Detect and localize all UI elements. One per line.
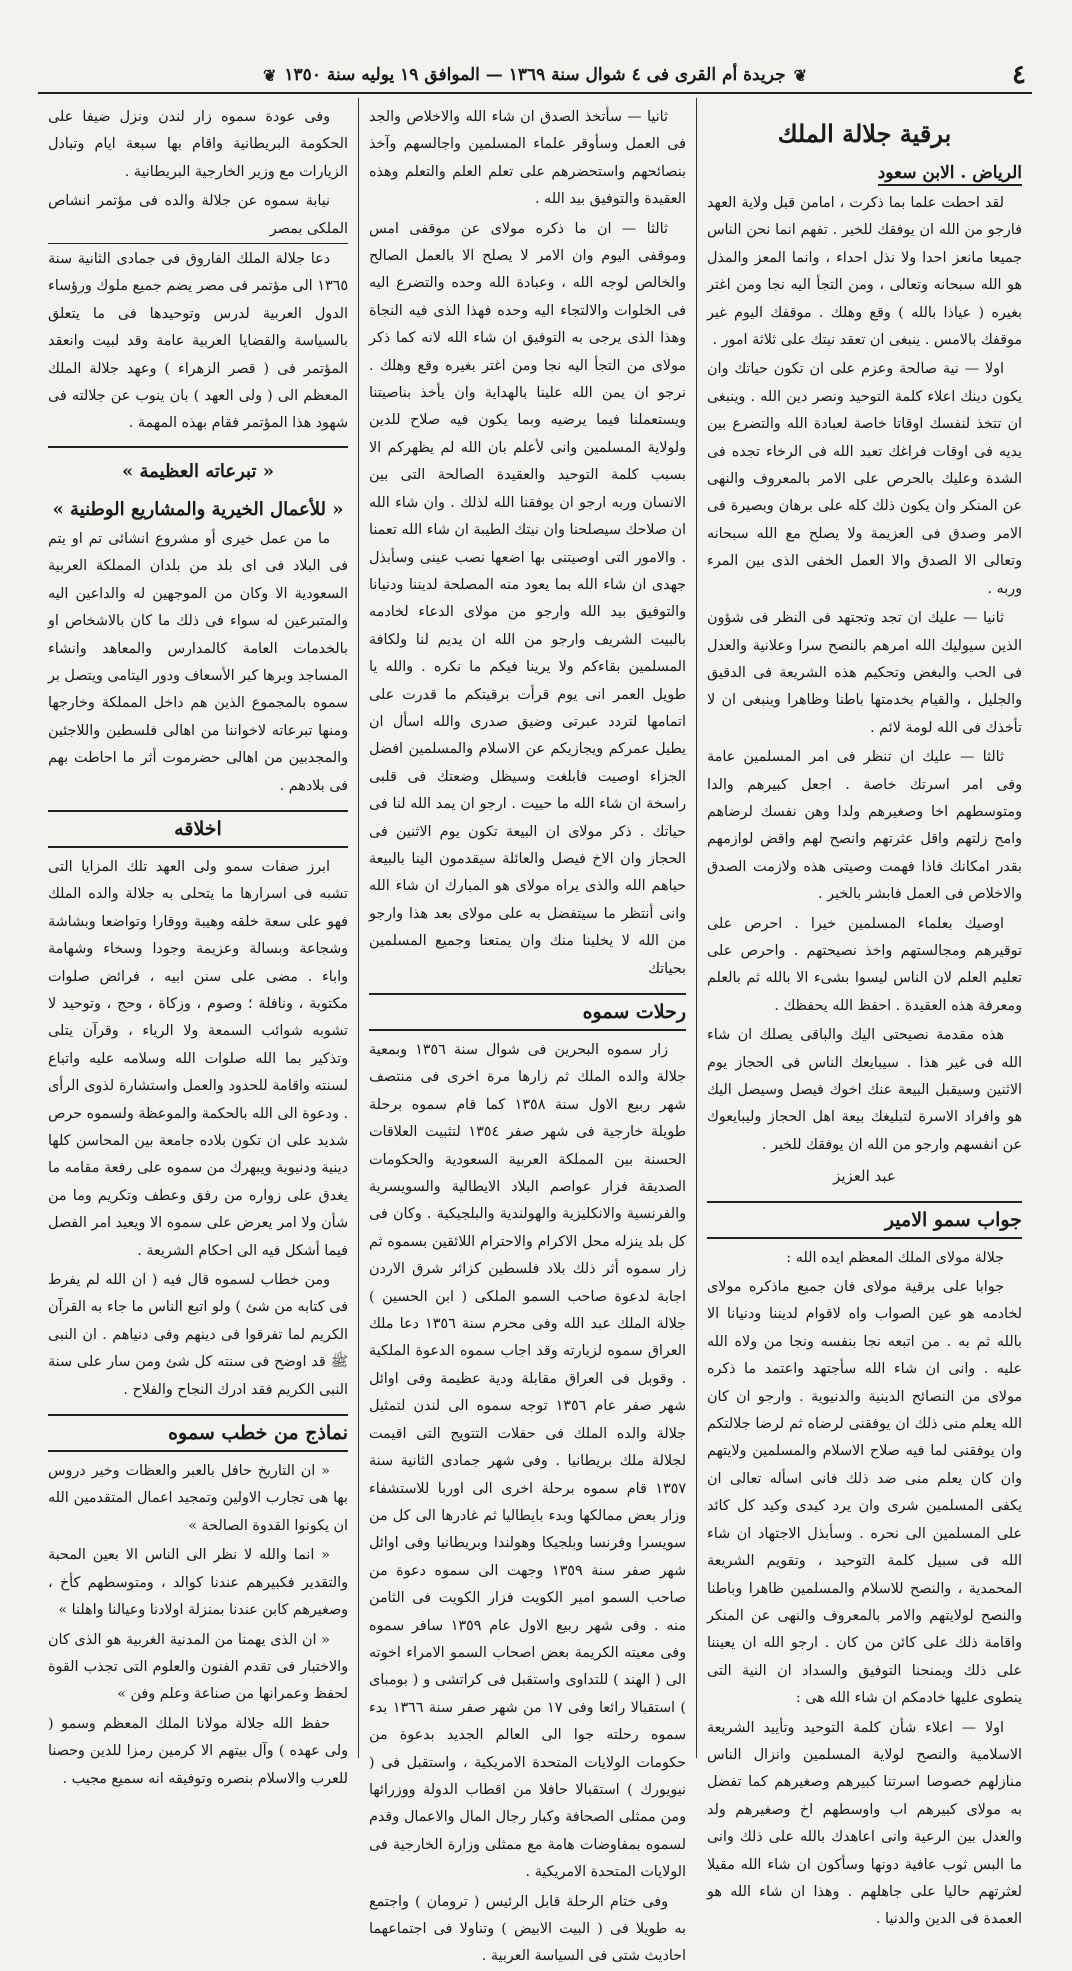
ornament-icon: ❦ [793,65,807,85]
ornament-icon: ❦ [263,65,277,85]
telegram-paragraph: ثانيا — عليك ان تجد وتجتهد فى النظر فى شؤون الذين سيوليك الله امرهم بالنصح سرا وعلانية والعدل فى الحب والبغض وتحكيم هذه الشريعة فى الدقيق والجليل ، والقيام بخدمتها باطنا وظاهرا وينبغى ان لا تأخذك فى الله لومة لائم . [707,610,1022,736]
divider [48,446,348,448]
right-column [696,98,1032,1928]
left-column [38,98,358,1787]
telegram-paragraph: ثالثا — عليك ان تنظر فى امر المسلمين عامة وفى امر اسرتك خاصة . اجعل كبيرهم والدا ومتوسطهم اخا وصغيرهم ولدا وهن نفسك لرضاهم وامح زلتهم واقل عثرتهم وانصح لهم واقض لوازمهم بقدر امكانك فاذا فهمت وصيتى هذه ولازمت الصدق والاخلاص فى العمل فابشر بالخير . [707,749,1022,903]
reply-paragraph: ثانيا — سأتخذ الصدق ان شاء الله والاخلاص والجد فى العمل وسأوقر علماء المسلمين واجالسهم وآخذ بنصائحهم واستحضرهم على تعلم العلم والتعلم وهذه العقيدة والتوفيق بيد الله . [369,109,686,208]
telegram-paragraph: اولا — نية صالحة وعزم على ان تكون حياتك وان يكون دينك اعلاء كلمة التوحيد ونصر دين الله . وينبغى ان تتخذ لنفسك اوقاتا خاصة لعبادة الله والتضرع بين يديه فى اوقات فراغك تعبد الله فى الرخاء تجده فى الشدة وعليك بالحرص على الامر بالمعروف والنهى عن المنكر وان يكون ذلك كله على برهان وبصيرة فى الامر وصدق فى العزيمة ولا يصلح مع الله سبحانه وتعالى الا الصدق والا العمل الخفى الذى بين المرء وربه . [707,361,1022,597]
reply-title: جواب سمو الامير [707,1201,1022,1239]
speeches-title: نماذج من خطب سموه [48,1414,348,1452]
speech-quote: « ان الذى يهمنا من المدنية الغربية هو الذى كان والاختبار فى تقدم الفنون والعلوم التى تجذب القوة لحفظ وعمرانها من صناعة وعلم وفن » [48,1631,348,1703]
reply-salutation: جلالة مولاى الملك المعظم ايده الله : [786,1249,1004,1266]
morals-paragraph: ومن خطاب لسموه قال فيه ( ان الله لم يفرط فى كتابه من شئ ) ولو اتبع الناس ما جاء به القرآن الكريم لما تفرقوا فى دينهم وفى دنياهم . ان النبى ﷺ قد اوضح فى سنته كل شئ ومن سار على سنة النبى الكريم فقد ادرك النجاح والفلاح . [48,1272,348,1398]
telegram-paragraph: اوصيك بعلماء المسلمين خيرا . احرص على توقيرهم ومجالستهم واخذ نصيحتهم . واحرص على تعليم العلم لان الناس ليسوا بشىء الا بالله ثم بالعلم ومعرفة هذه العقيدة . احفظ الله يحفظك . [707,915,1022,1014]
donations-subtitle: « للأعمال الخيرية والمشاريع الوطنية » [52,498,344,520]
donations-title: « تبرعاته العظيمة » [122,460,274,482]
trips-paragraph: وفى ختام الرحلة قابل الرئيس ( ترومان ) واجتمع به طويلا فى ( البيت الابيض ) وتناولا فى اجتماعهما احاديث شتى فى السياسة العربية . [369,1893,686,1965]
columns [38,98,1032,1965]
trips-title: رحلات سموه [369,993,686,1031]
morals-paragraph: ابرز صفات سمو ولى العهد تلك المزايا التى تشبه فى اسرارها ما يتحلى به جلالة والده الملك فهو على سعة خلقه وهيبة ووقارا وتواضعا وبشاشة وشجاعة وبسالة وعزيمة وجودا وسخاء وشهامة واباء . مضى على سنن ابيه ، فرائض صلوات مكتوبة ، ونافلة ؛ وصوم ، وزكاة ، وحج ، وتوحيد لا تشوبه شوائب السمعة ولا الرياء ، وقرآن يتلى وتذكير بما الله صلوات الله وسلامه عليه واتباع لسنته واقامة للحدود والعمل واستشارة لذوى الرأى . ودعوة الى الله بالحكمة والموعظة ولسموه حرص شديد على ان تكون بلاده جامعة بين المحاسن كلها دينية ودنيوية ويبهرك من سموه على رفعة مقامه ما يغدق على زواره من رفق وعطف وتكريم وما من شأن ولا امر يعرض على سموه الا ويعيد امر الفصل فيما أشكل فيه الى احكام الشريعة . [48,858,348,1259]
speech-quote: « انما والله لا نظر الى الناس الا بعين المحبة والتقدير فكبيرهم عندنا كوالد ، ومتوسطهم كأخ ، وصغيرهم كابن عندنا بمنزلة اولادنا وعيالنا واهلنا » [48,1547,348,1619]
article-paragraph: وفى عودة سموه زار لندن ونزل ضيفا على الحكومة البريطانية واقام بها سبعة ايام وتبادل الزيارات مع وزير الخارجية البريطانية . [48,109,348,180]
middle-column [358,98,696,1965]
telegram-paragraph: هذه مقدمة نصيحتى اليك والباقى يصلك ان شاء الله فى غير هذا . سيبايعك الناس فى الحجاز يوم الاثنين وسيقبل البيعة عنك اخوك فيصل وسيصل اليك هو وافراد الاسرة لتبليغك بيعة اهل الحجاز وليبايعوك عن انفسهم وارجو من الله ان يوفقك للخير . [707,1027,1022,1153]
trips-paragraph: زار سموه البحرين فى شوال سنة ١٣٥٦ وبمعية جلالة والده الملك ثم زارها مرة اخرى فى منتصف شهر ربيع الاول سنة ١٣٥٨ كما قام سموه برحلة طويلة خارجية فى شهر صفر ١٣٥٤ لتثبيت العلاقات الحسنة بين المملكة العربية السعودية والحكومات الصديقة فزار عواصم البلاد الايطالية والسويسرية والفرنسية والانكليزية والهولندية والبلجيكية . وكان فى كل بلد ينزله محل الاكرام والاحترام اللائقين بسموه ثم زار سموه أثر ذلك بلاد فلسطين كزائر شرق الاردن اجابة لدعوة صاحب السمو الملكى ( ابن الحسين ) جلالة الملك عبد الله وفى محرم سنة ١٣٥٦ دعا ملك العراق سموه لزيارته وقد اجاب سموه الدعوة الملكية . وقوبل فى العراق مقابلة ودية عظيمة وفى اوائل شهر صفر عام ١٣٥٦ توجه سموه الى لندن لتمثيل جلالة والده الملك فى حفلات التتويج التى اقيمت لجلالة ملك بريطانيا . وفى شهر جمادى الثانية سنة ١٣٥٧ قام سموه برحلة اخرى الى اوربا للاستشفاء وزار بعض ممالكها وبدء بايطاليا ثم غادرها الى كل من سويسرا وفرنسا وبلجيكا وهولندا وبريطانيا وفى اوائل شهر صفر سنة ١٣٥٩ وجهت الى سموه دعوة من صاحب السمو امير الكويت فزار الكويت فى الثامن منه . وفى شهر ربيع الاول عام ١٣٥٩ سافر سموه وفى معيته الكريمة بعض اصحاب السمو الامراء اخوته الى ( الهند ) للتداوى واستقبل فى كراتشى و ( بومباى ) استقبالا رائعا وفى ١٧ من شهر صفر سنة ١٣٦٦ بدء سموه رحلته جوا الى العالم الجديد بدعوة من حكومات الولايات المتحدة الامريكية ، واستقبل فى ( نيويورك ) استقبالا حافلا من اقطاب الدولة ووزرائها ومن ممثلى الصحافة وكبار رجال المال والاعمال وقدم لسموه بمفاوضات هامة مع ممثلى وزارة الخارجية فى الولايات المتحدة الامريكية . [369,1042,687,1881]
telegram-paragraph: لقد احطت علما بما ذكرت ، امامن قبل ولاية العهد فارجو من الله ان يوفقك للخير . تفهم انما نحن الناس جميعا مانعز احدا ولا نذل احداء ، وانما المعز والمذل هو الله سبحانه وتعالى ، ومن التجأ اليه نجا ومن اغتر بغيره ( عياذا بالله ) وقع وهلك . موقفك اليوم غير موقفك بالامس . ينبغى ان تعقد نيتك على ثلاثة امور . [707,195,1022,349]
signature: عبد العزيز [833,1167,896,1186]
page-number: ٤ [1012,60,1026,90]
reply-paragraph: ثالثا — ان ما ذكره مولاى عن موقفى امس وموقفى اليوم وان الامر لا يصلح الا بالعمل الصالح والخالص لوجه الله ، وعبادة الله وحده والتضرع اليه فى الخلوات والالتجاء اليه وحده فهذا الذى فيه النجاة وهذا الذى يرجى به التوفيق ان شاء الله لانه كما ذكر مولاى من التجأ اليه نجا ومن اغتر بغيره وقع وهلك . نرجو ان يمن الله علينا بالهداية وان يأخذ بناصيتنا ويستعملنا فيما يرضيه وبما يكون فيه صلاح للدين ولولاية المسلمين وانى لأعلم بان الله لم يظهركم الا بسبب كلمة التوحيد والعقيدة الصالحة التى بين الانسان وربه ارجو ان يوفقنا الله لذلك . وان شاء الله ان صلاحك سيصلحنا وان نيتك الطيبة ان شاء الله تعمنا . والامور التى اوصيتنى بها اضعها نصب عينى وسأبذل جهدى ان شاء الله بما يعود منه المصلحة لديننا ودنيانا والتوفيق بيد الله وارجو من مولاى الدعاء لخادمه بالبيت الشريف وارجو من الله ان يديم لنا ولكافة المسلمين بقاءكم ولا يرينا فيكم ما نكره . والله يا طويل العمر انى يوم قرأت برقيتكم ما قدرت على اتمامها لتردد عبرتى وضيق صدرى والله اسأل ان يطيل عمركم ويجازيكم عن الاسلام والمسلمين افضل الجزاء اوصيت فابلغت وسيظل وضعتك فى قلبى راسخة ان شاء الله ما حييت . ارجو ان يمد الله لنا فى حياتك . ذكر مولاى ان البيعة تكون يوم الاثنين فى الحجاز وان الاخ فيصل والعائلة سيقدمون الينا بالبيعة حياهم الله والذى يراه مولاى هو المبارك ان شاء الله وانى أنتظر ما سيتفضل به على مولاى بعد هذا وارجو من الله لا يخلينا منك وان يمتعنا وجميع المسلمين بحياتك [369,220,686,977]
telegram-title: برقية جلالة الملك [777,119,952,148]
reply-paragraph: اولا — اعلاء شأن كلمة التوحيد وتأييد الشريعة الاسلامية والنصح لولاية المسلمين وانزال الناس منازلهم خصوصا اسرتنا كبيرهم وصغيرهم كما تفضل به مولاى كبيرهم اب واوسطهم اخ وصغيرهم ولد والعدل بين الرعية وانى اعاهدك بالله على ذلك وانى ما البس ثوب عافية دونها وسأكون ان شاء الله مقيلا لعثرتهم حاليا على جاهلهم . وهذا ان شاء الله هو العمدة فى الدين والدنيا . [707,1719,1022,1928]
header-text: جريدة أم القرى فى ٤ شوال سنة ١٣٦٩ — الموافق ١٩ يوليه سنة ١٣٥٠ [284,65,786,85]
article-paragraph: دعا جلالة الملك الفاروق فى جمادى الثانية سنة ١٣٦٥ الى مؤتمر فى مصر يضم جميع ملوك ورؤساء الدول العربية لدرس وتوحيدها فى ما يتعلق بالسياسة والقضايا العربية عامة وقد لبيت وانعقد المؤتمر فى ( قصر الزهراء ) وعهد جلالة الملك المعظم الى ( ولى العهد ) بان ينوب عن جلالته فى شهود هذا المؤتمر فقام بهذه المهمة . [48,251,348,432]
conference-heading: نيابة سموه عن جلالة والده فى مؤتمر انشاص الملكى بمصر [48,188,348,244]
reply-paragraph: جوابا على برقية مولاى فان جميع ماذكره مولاى لخادمه هو عين الصواب واه لاقوام لديننا ودنيانا الا بالله ثم به . من اتبعه نجا بنفسه ونجا من ولاه الله عليه . وانى ان شاء الله سأجتهد واعتمد ما ذكره مولاى من النصائح الدينية والدنيوية . وارجو ان كان الله يعلم منى ذلك ان يوفقنى لرضاه ثم لرضا جلالتكم وان يوفقنى لما فيه صلاح الاسلام والمسلمين ولايتهم وان كان يعلم منى ضد ذلك فانى اسأله تعالى ان يكفى المسلمين شرى وان يرد كيدى وكيد كل كائد على المسلمين الى نحره . وسأبذل الاجتهاد ان شاء الله فى سبيل كلمة التوحيد ، وتقويم الشريعة المحمدية ، والنصح للاسلام والمسلمين ظاهرا وباطنا والنصح لولايتهم والامر بالمعروف والنهى عن المنكر واقامة ذلك على كائن من كان . ارجو الله ان يعيننا على ذلك ويمنحنا التوفيق والسداد ان النية التى ينطوى عليها خادمكم ان شاء الله هى : [707,1279,1022,1707]
page-header [38,58,1032,94]
newspaper-page [38,58,1032,1965]
donations-paragraph: ما من عمل خيرى أو مشروع انشائى تم او يتم فى البلاد فى اى بلد من بلدان المملكة العربية السعودية الا وكان من الموجهين له والداعين اليه والمتبرعين له سواء فى ذلك ما كان بالاشخاص او بالخدمات العامة كالمدارس والمعاهد وانشاء المساجد وبرها كبر الأسعاف ودور اليتامى ويتصل بر سموه بالمجموع الذين هم داخل المملكة وخارجها ومنها تبرعاته لاخواننا من اهالى فلسطين واللاجئين والمجدبين من اهالى حضرموت أثر ما احاطت بهم فى بلادهم . [48,530,348,794]
dateline: الرياض . الابن سعود [707,160,1022,186]
speech-quote: « ان التاريخ حافل بالعبر والعظات وخير دروس بها هى تجارب الاولين وتمجيد اعمال المتقدمين الله ان يكونوا القدوة الصالحة » [48,1463,348,1534]
closing-paragraph: حفظ الله جلالة مولانا الملك المعظم وسمو ( ولى عهده ) وآل بيتهم الا كرمين رمزا للدين وحصنا للعرب والاسلام بنصره وتوفيقه انه سميع مجيب . [48,1715,348,1787]
morals-title: اخلاقه [48,810,348,848]
